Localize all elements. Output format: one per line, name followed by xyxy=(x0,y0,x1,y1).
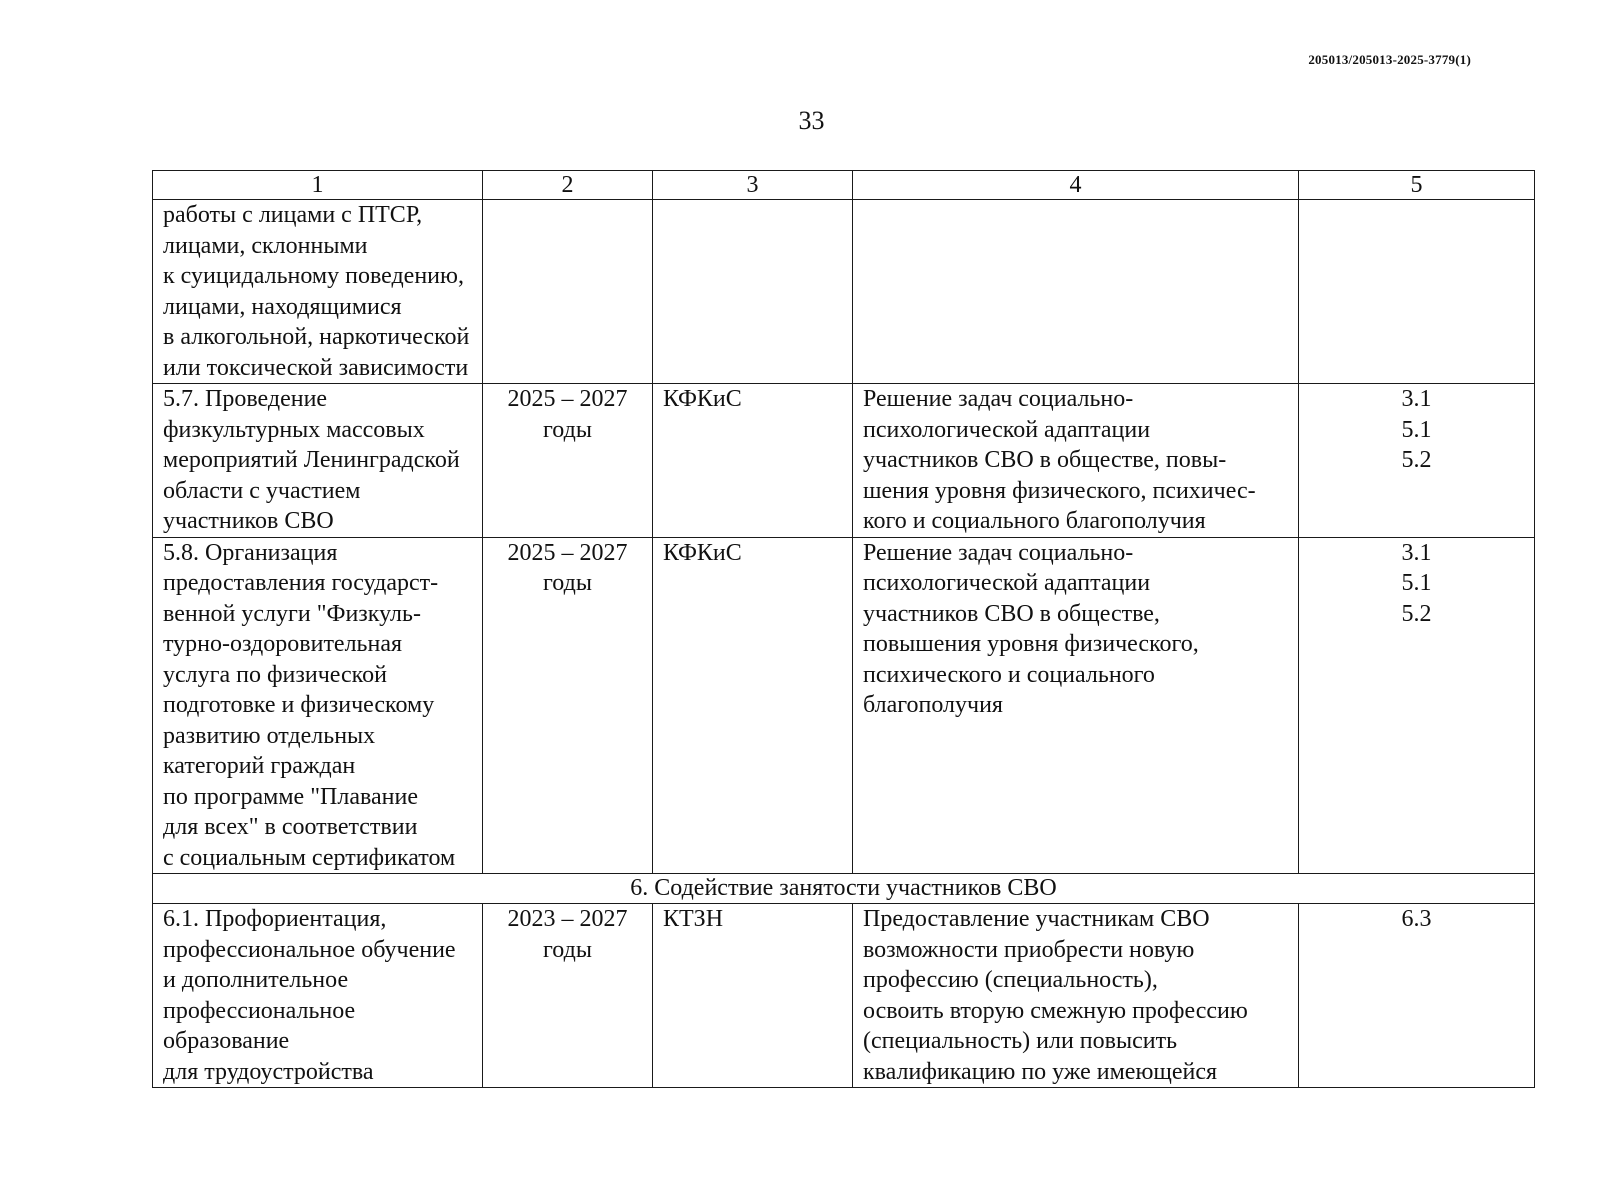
expected-result-cell: Предоставление участникам СВО возможности приобрести новую профессию (специальность), освоить вторую смежную профессию (специальность) или повысить квалификацию по уже имеющейся xyxy=(853,904,1299,1088)
table-row xyxy=(153,537,1535,874)
expected-result-cell: Решение задач социально- психологической адаптации участников СВО в обществе, повы- шения уровня физического, психичес- кого и социального благополучия xyxy=(853,384,1299,538)
document-registration-number: 205013/205013-2025-3779(1) xyxy=(1308,52,1471,67)
page-number: 33 xyxy=(798,106,825,135)
column-header: 1 xyxy=(153,171,483,200)
column-header: 2 xyxy=(483,171,653,200)
executor-cell xyxy=(653,200,853,384)
executor-cell: КФКиС xyxy=(653,384,853,538)
indicator-cell: 6.3 xyxy=(1299,904,1535,1088)
program-measures-table xyxy=(152,170,1535,1088)
expected-result-cell xyxy=(853,200,1299,384)
column-header: 5 xyxy=(1299,171,1535,200)
measure-name-cell: работы с лицами с ПТСР, лицами, склонными к суицидальному поведению, лицами, находящимися в алкогольной, наркотической или токсической зависимости xyxy=(153,200,483,384)
period-cell: 2023 – 2027 годы xyxy=(483,904,653,1088)
period-cell xyxy=(483,200,653,384)
executor-cell: КФКиС xyxy=(653,537,853,874)
period-cell: 2025 – 2027 годы xyxy=(483,537,653,874)
executor-cell: КТЗН xyxy=(653,904,853,1088)
indicator-cell xyxy=(1299,200,1535,384)
measure-name-cell: 5.7. Проведение физкультурных массовых мероприятий Ленинградской области с участием участников СВО xyxy=(153,384,483,538)
measure-name-cell: 6.1. Профориентация, профессиональное обучение и дополнительное профессиональное образование для трудоустройства xyxy=(153,904,483,1088)
table-row xyxy=(153,904,1535,1088)
indicator-cell: 3.1 5.1 5.2 xyxy=(1299,537,1535,874)
table-row xyxy=(153,384,1535,538)
section-row xyxy=(153,874,1535,904)
indicator-cell: 3.1 5.1 5.2 xyxy=(1299,384,1535,538)
column-header: 3 xyxy=(653,171,853,200)
section-title: 6. Содействие занятости участников СВО xyxy=(153,874,1535,904)
column-header: 4 xyxy=(853,171,1299,200)
period-cell: 2025 – 2027 годы xyxy=(483,384,653,538)
table-row xyxy=(153,200,1535,384)
table-header-row xyxy=(153,171,1535,200)
expected-result-cell: Решение задач социально- психологической адаптации участников СВО в обществе, повышения уровня физического, психического и социального благополучия xyxy=(853,537,1299,874)
measure-name-cell: 5.8. Организация предоставления государст- венной услуги "Физкуль- турно-оздоровительная услуга по физической подготовке и физическому развитию отдельных категорий граждан по программе "Плавание для всех" в соответствии с социальным сертификатом xyxy=(153,537,483,874)
